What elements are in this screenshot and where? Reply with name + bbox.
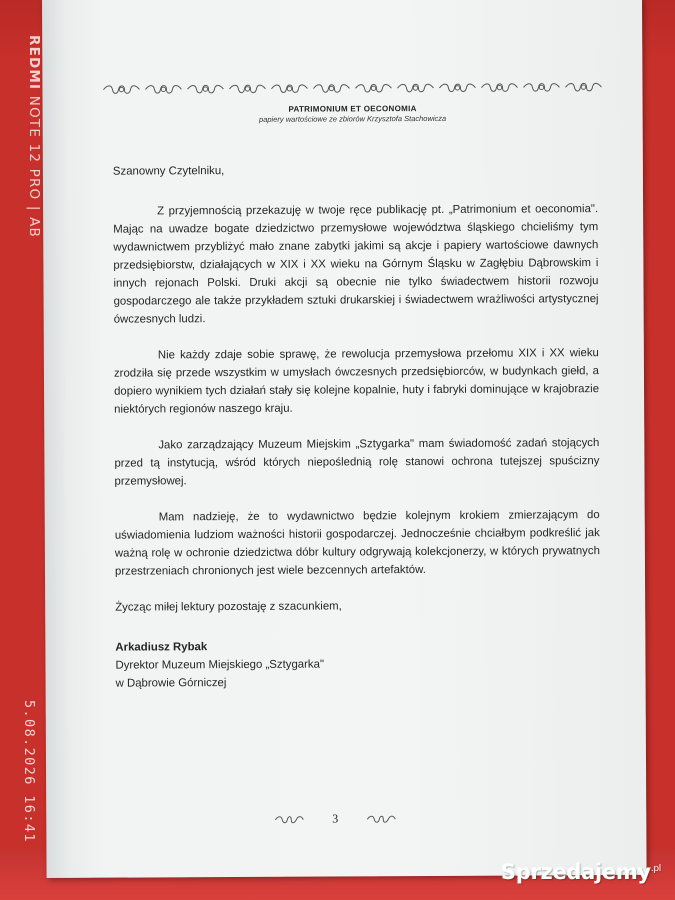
footer-ornament-right-icon <box>366 814 396 824</box>
sprzedajemy-watermark: Sprzedajemy$^{.pl}$ <box>500 860 661 884</box>
header-subtitle: papiery wartościowe ze zbiorów Krzysztofa Stachowicza <box>259 113 447 124</box>
timestamp-overlay: 5.08.2026 16:41 <box>21 700 37 843</box>
signature-name: Arkadiusz Rybak <box>115 641 208 654</box>
ornament-scroll-icon <box>480 81 518 95</box>
booklet-page <box>42 0 647 878</box>
ornament-scroll-icon <box>102 82 140 96</box>
letter-paragraph-2: Nie każdy zdaje sobie sprawę, że rewolucja przemysłowa przełomu XIX i XX wieku zrodziła się przede wszystkim w umysłach ówczesnych przedsiębiorców, w budynkach giełd, a dopiero wynikiem tych działań stały się kolejne kopalnie, huty i fabryki dominujące w krajobrazie niektórych regionów naszego kraju. <box>113 347 600 416</box>
ornament-scroll-icon <box>186 82 224 96</box>
ornament-scroll-icon <box>396 81 434 95</box>
ornament-scroll-icon <box>228 82 266 96</box>
page-footer <box>274 811 396 827</box>
header-title: PATRIMONIUM ET OECONOMIA <box>288 104 417 114</box>
ornament-scroll-icon <box>354 81 392 95</box>
ornament-scroll-icon <box>522 80 560 94</box>
letter-greeting: Szanowny Czytelniku, <box>112 165 225 178</box>
page-header <box>102 77 602 125</box>
letter-paragraph-1: Z przyjemnością przekazuję w twoje ręce publikację pt. „Patrimonium et oeconomia". Mając na uwadze bogate dziedzictwo przemysłowe województwa śląskiego chcieliśmy tym wydawnictwem przybliżyć mało znane zabytki jakimi są akcje i papiery wartościowe dawnych przedsiębiorstw, działających w XIX i XX wieku na Górnym Śląsku w Zagłębiu Dąbrowskim i innych rejonach Polski. Druki akcji są obecnie nie tylko świadectwem historii rozwoju gospodarczego ale także przykładem sztuki drukarskiej i świadectwem wrażliwości artystycznej ówczesnych ludzi. <box>113 203 599 326</box>
ornament-scroll-icon <box>438 81 476 95</box>
signature-location: w Dąbrowie Górniczej <box>115 677 227 690</box>
ornament-scroll-icon <box>564 80 602 94</box>
letter-body <box>113 160 601 693</box>
signature-title: Dyrektor Muzeum Miejskiego „Sztygarka" <box>115 658 325 672</box>
letter-closing: Życząc miłej lektury pozostaję z szacunkiem, <box>115 600 342 614</box>
letter-paragraph-4: Mam nadzieję, że to wydawnictwo będzie kolejnym krokiem zmierzającym do uświadomienia ludziom ważności historii gospodarczej. Jednocześnie chciałbym podkreślić jak ważną rolę w ochronie dziedzictwa dóbr kultury odgrywają kolekcjonerzy, w których prywatnych przestrzeniach chronionych jest wiele bezcennych artefaktów. <box>114 509 600 578</box>
footer-ornament-left-icon <box>274 814 304 824</box>
ornament-scroll-icon <box>312 81 350 95</box>
ornament-scroll-icon <box>144 82 182 96</box>
letter-paragraph-3: Jako zarządzający Muzeum Miejskim „Sztygarka" mam świadomość zadań stojących przed tą instytucją, wśród których niepoślednią rolę stanowi ochrona tutejszej spuścizny przemysłowej. <box>114 437 600 488</box>
ornament-scroll-icon <box>270 82 308 96</box>
camera-model-overlay: REDMI NOTE 12 PRO | AB <box>26 35 42 239</box>
page-number: 3 <box>332 811 339 826</box>
ornament-border <box>102 77 602 100</box>
